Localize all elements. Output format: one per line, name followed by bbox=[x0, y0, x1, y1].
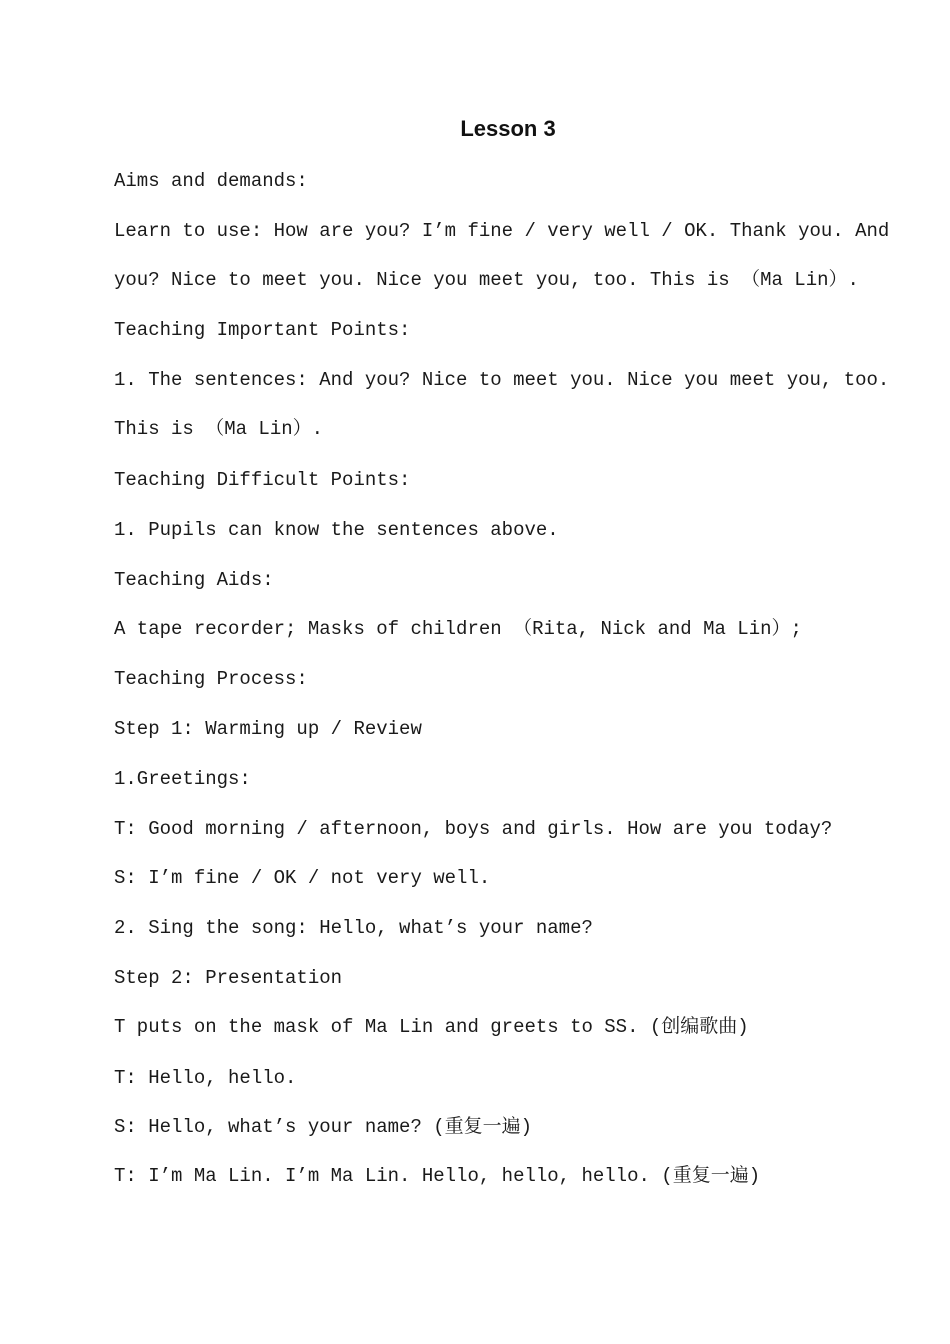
important-points-line-2: This is （Ma Lin）. bbox=[114, 418, 324, 440]
aims-text-line-2: you? Nice to meet you. Nice you meet you, too. This is （Ma Lin）. bbox=[114, 269, 859, 291]
step-2-heading: Step 2: Presentation bbox=[114, 967, 343, 989]
dialogue-line-s-1: S: I’m fine / OK / not very well. bbox=[114, 867, 491, 889]
difficult-points-heading: Teaching Difficult Points: bbox=[114, 469, 411, 491]
sing-song-line: 2. Sing the song: Hello, what’s your name? bbox=[114, 917, 593, 939]
greetings-label: 1.Greetings: bbox=[114, 768, 251, 790]
important-points-heading: Teaching Important Points: bbox=[114, 319, 411, 341]
difficult-points-line-1: 1. Pupils can know the sentences above. bbox=[114, 519, 559, 541]
important-points-line-1: 1. The sentences: And you? Nice to meet you. Nice you meet you, too. bbox=[114, 369, 890, 391]
lesson-title: Lesson 3 bbox=[460, 116, 556, 141]
dialogue-line-t-2: T: Hello, hello. bbox=[114, 1067, 297, 1089]
dialogue-line-t-3: T: I’m Ma Lin. I’m Ma Lin. Hello, hello, hello. (重复一遍) bbox=[114, 1165, 761, 1187]
dialogue-line-s-2: S: Hello, what’s your name? (重复一遍) bbox=[114, 1116, 533, 1138]
step-1-heading: Step 1: Warming up / Review bbox=[114, 718, 422, 740]
aims-heading: Aims and demands: bbox=[114, 170, 308, 192]
teaching-aids-text: A tape recorder; Masks of children （Rita, Nick and Ma Lin）; bbox=[114, 618, 802, 640]
teaching-process-heading: Teaching Process: bbox=[114, 668, 308, 690]
presentation-line-1: T puts on the mask of Ma Lin and greets to SS. (创编歌曲) bbox=[114, 1016, 749, 1038]
dialogue-line-t-1: T: Good morning / afternoon, boys and girls. How are you today? bbox=[114, 818, 833, 840]
aims-text-line-1: Learn to use: How are you? I’m fine / very well / OK. Thank you. And bbox=[114, 220, 890, 242]
teaching-aids-heading: Teaching Aids: bbox=[114, 569, 274, 591]
